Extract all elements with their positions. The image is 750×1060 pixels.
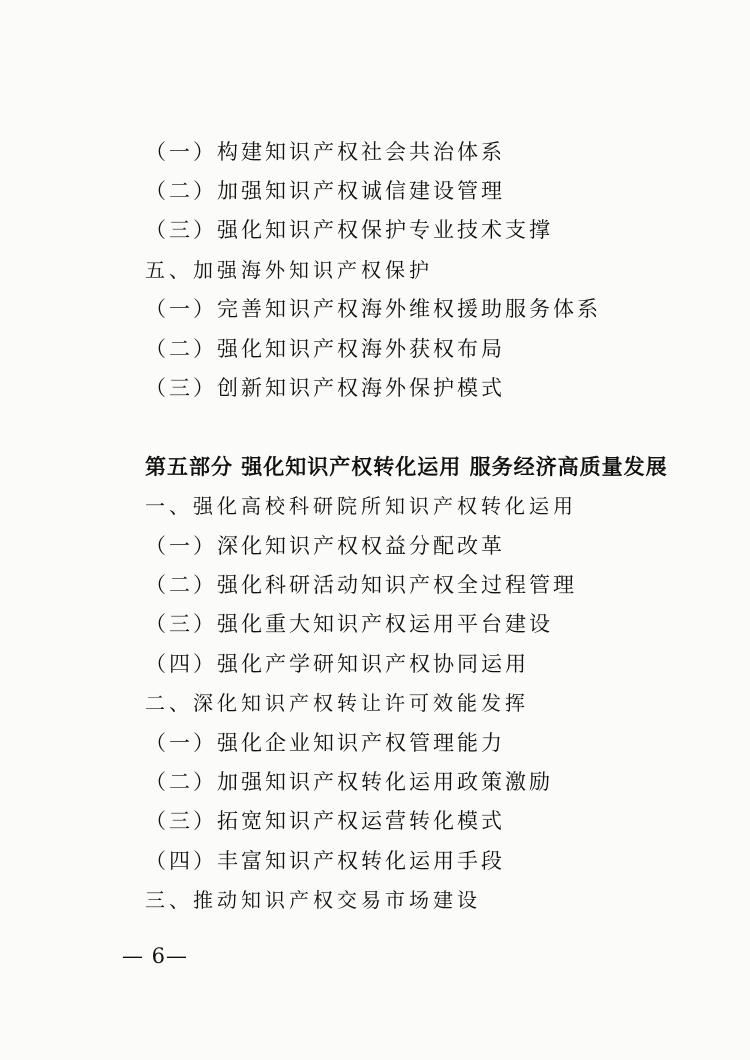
toc-item: （四）强化产学研知识产权协同运用 [145, 652, 529, 676]
toc-item: （三）强化重大知识产权运用平台建设 [145, 612, 553, 636]
toc-item: （二）强化知识产权海外获权布局 [145, 337, 505, 361]
toc-item: （一）深化知识产权权益分配改革 [145, 534, 505, 558]
section-heading: 五、加强海外知识产权保护 [145, 258, 433, 282]
toc-item: （一）构建知识产权社会共治体系 [145, 140, 505, 164]
toc-item: （二）强化科研活动知识产权全过程管理 [145, 573, 577, 597]
toc-item: （四）丰富知识产权转化运用手段 [145, 849, 505, 873]
toc-item: （三）创新知识产权海外保护模式 [145, 376, 505, 400]
toc-item: （二）加强知识产权诚信建设管理 [145, 179, 505, 203]
page-number: — 6— [122, 944, 189, 968]
section-heading: 二、深化知识产权转让许可效能发挥 [145, 691, 529, 715]
toc-item: （二）加强知识产权转化运用政策激励 [145, 770, 553, 794]
toc-item: （三）拓宽知识产权运营转化模式 [145, 809, 505, 833]
toc-item: （三）强化知识产权保护专业技术支撑 [145, 218, 553, 242]
section-heading: 一、强化高校科研院所知识产权转化运用 [145, 494, 577, 518]
toc-item: （一）完善知识产权海外维权援助服务体系 [145, 297, 601, 321]
toc-item: （一）强化企业知识产权管理能力 [145, 731, 505, 755]
section-heading: 三、推动知识产权交易市场建设 [145, 888, 481, 912]
part-title: 第五部分 强化知识产权转化运用 服务经济高质量发展 [145, 454, 668, 479]
